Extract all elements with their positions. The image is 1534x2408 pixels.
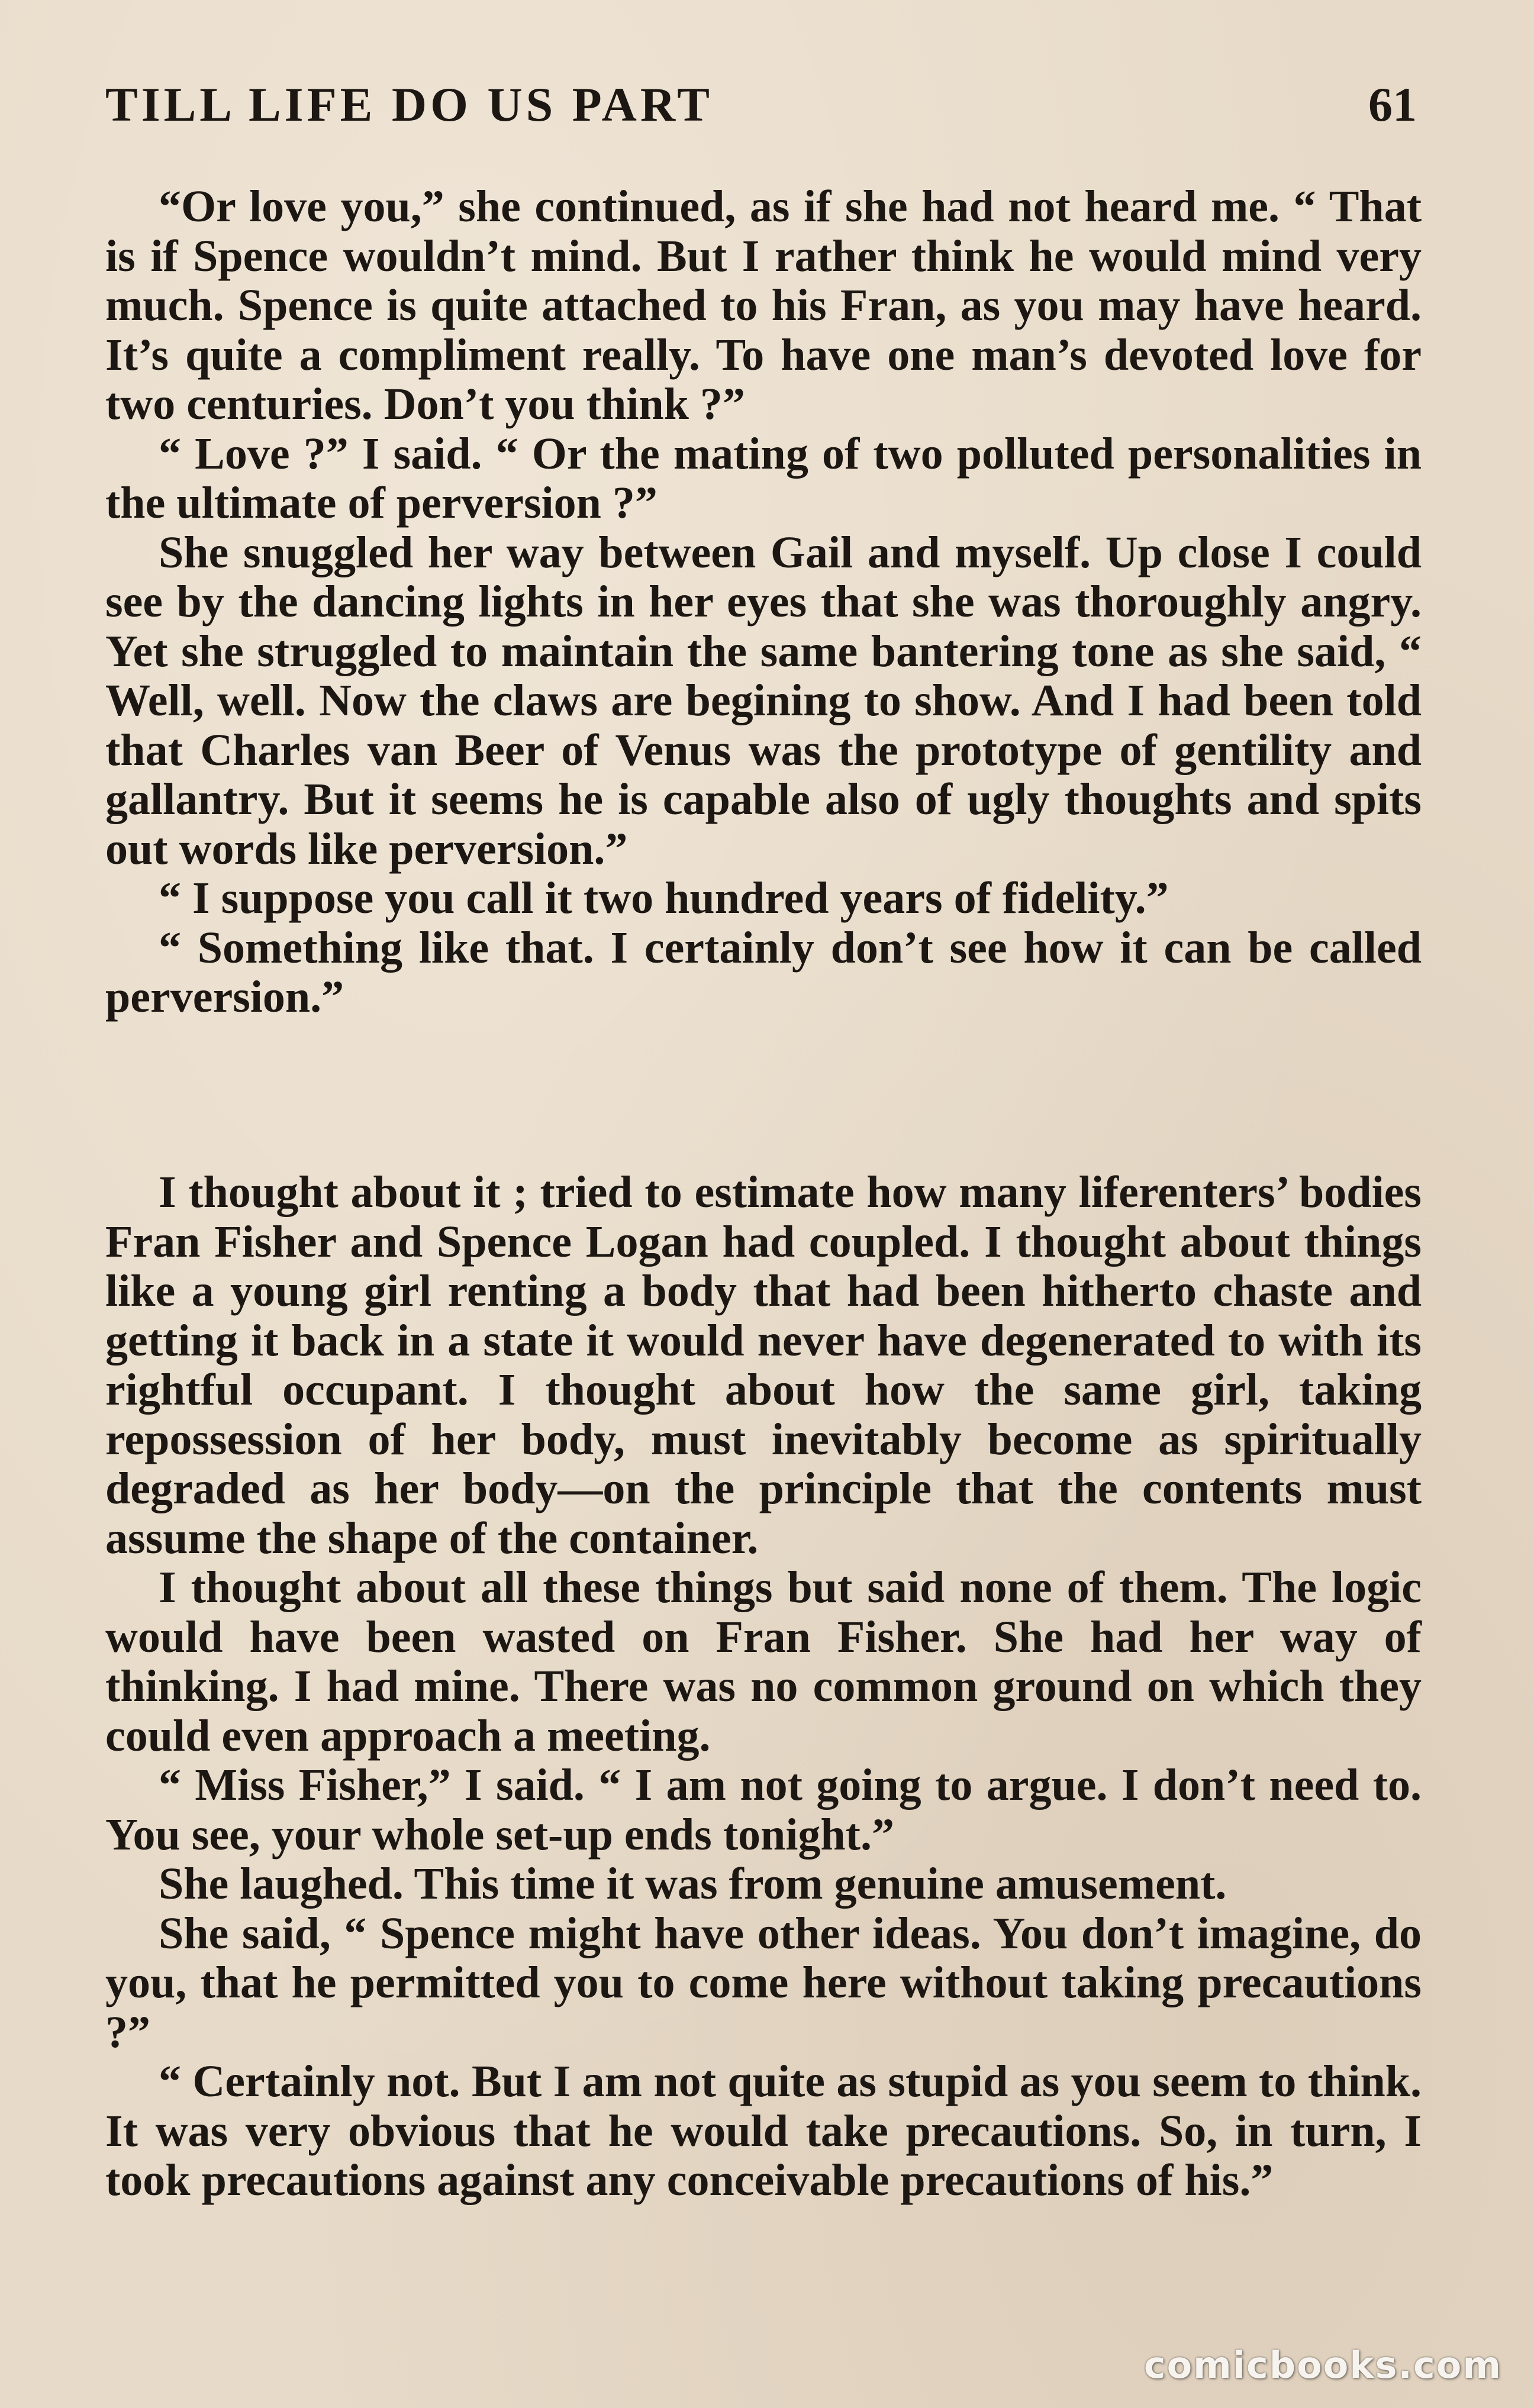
page-number: 61: [1368, 78, 1417, 131]
running-title: TILL LIFE DO US PART: [105, 78, 713, 131]
running-head: [105, 77, 1417, 136]
paragraph: “ Certainly not. But I am not quite as stupid as you seem to think. It was very obvious that he would take precautions. So, in turn, I took precautions against any conceivable precautions of his.”: [105, 2057, 1422, 2205]
text-section-2: [105, 1168, 1422, 2206]
paragraph: “ I suppose you call it two hundred years of fidelity.”: [159, 873, 1169, 923]
paragraph: “Or love you,” she continued, as if she had not heard me. “ That is if Spence wouldn’t mind. But I rather think he would mind very much. Spence is quite attached to his Fran, as you may have heard. It’s quite a compliment really. To have one man’s devoted love for two centuries. Don’t you think ?”: [105, 182, 1422, 429]
paragraph: I thought about all these things but said none of them. The logic would have been wasted on Fran Fisher. She had her way of thinking. I had mine. There was no common ground on which they could even approach a meeting.: [105, 1563, 1422, 1761]
paragraph: “ Miss Fisher,” I said. “ I am not going to argue. I don’t need to. You see, your whole set-up ends tonight.”: [105, 1760, 1422, 1860]
paragraph: She snuggled her way between Gail and myself. Up close I could see by the dancing lights in her eyes that she was thoroughly angry. Yet she struggled to maintain the same bantering tone as she said, “ Well, well. Now the claws are begining to show. And I had been told that Charles van Beer of Venus was the prototype of gentility and gallantry. But it seems he is capable also of ugly thoughts and spits out words like perversion.”: [105, 527, 1422, 874]
paragraph: She said, “ Spence might have other ideas. You don’t imagine, do you, that he permitted you to come here without taking precautions ?”: [105, 1908, 1422, 2057]
paragraph: I thought about it ; tried to estimate how many liferenters’ bodies Fran Fisher and Spence Logan had coupled. I thought about things like a young girl renting a body that had been hitherto chaste and getting it back in a state it would never have degenerated to with its rightful occupant. I thought about how the same girl, taking repossession of her body, must inevitably become as spiritually degraded as her body—on the principle that the contents must assume the shape of the container.: [105, 1167, 1422, 1563]
text-section-1: [105, 182, 1422, 1022]
paragraph: “ Something like that. I certainly don’t see how it can be called perversion.”: [105, 922, 1422, 1022]
paragraph: She laughed. This time it was from genuine amusement.: [159, 1859, 1227, 1909]
paragraph: “ Love ?” I said. “ Or the mating of two polluted personalities in the ultimate of perversion ?”: [105, 428, 1422, 528]
watermark: comicbooks.com: [1143, 2344, 1502, 2387]
